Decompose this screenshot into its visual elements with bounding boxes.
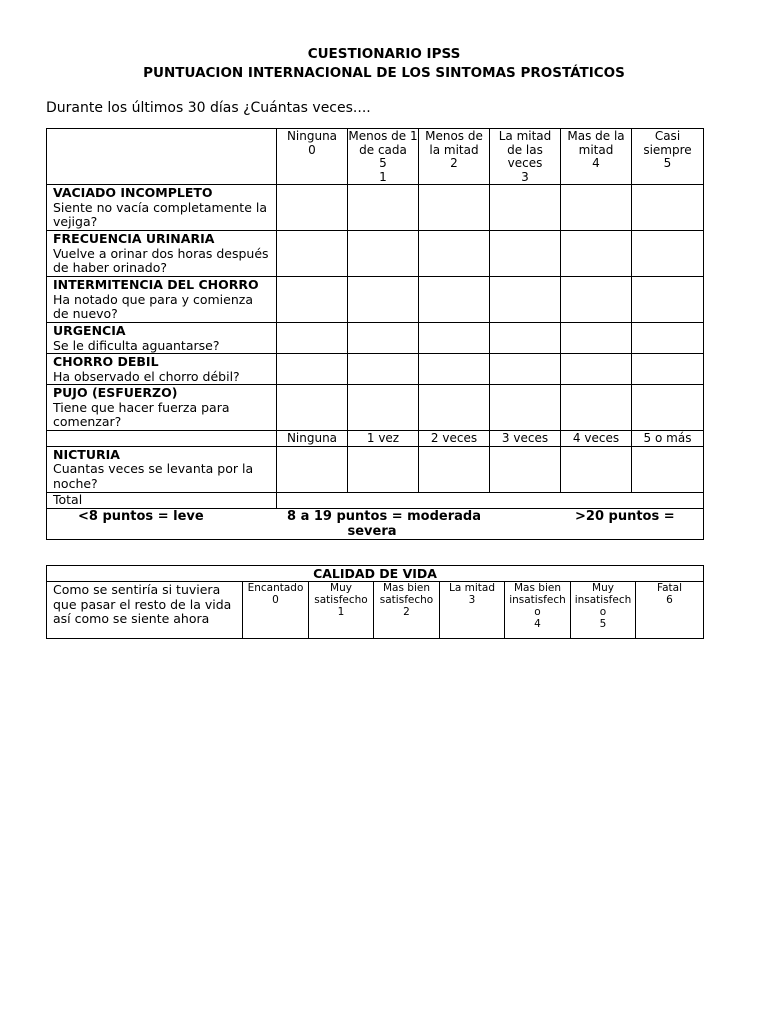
qol-option[interactable] <box>243 582 309 639</box>
question-cell <box>47 385 277 431</box>
question-cell <box>47 446 277 492</box>
header-label: La mitad de las veces <box>498 129 552 170</box>
question-cell <box>47 231 277 277</box>
question-row <box>47 277 704 323</box>
ipss-table <box>46 128 704 540</box>
header-label: Menos de la mitad <box>425 129 483 157</box>
total-label: Total <box>47 492 277 508</box>
answer-cell[interactable] <box>561 446 632 492</box>
qol-option[interactable] <box>505 582 571 639</box>
answer-cell[interactable] <box>490 385 561 431</box>
document-subtitle: PUNTUACION INTERNACIONAL DE LOS SINTOMAS PROSTÁTICOS <box>143 65 625 81</box>
answer-cell[interactable] <box>419 231 490 277</box>
answer-cell[interactable] <box>348 323 419 354</box>
answer-cell[interactable] <box>490 323 561 354</box>
nocturia-header: 1 vez <box>348 430 419 446</box>
score-severa-continuation: severa <box>347 523 397 539</box>
question-title: VACIADO INCOMPLETO <box>53 185 213 200</box>
header-blank <box>47 430 277 446</box>
header-cell <box>561 129 632 185</box>
header-value: 5 <box>663 156 672 170</box>
header-label: Mas de la mitad <box>567 129 625 157</box>
nocturia-header: 4 veces <box>561 430 632 446</box>
nocturia-header: 2 veces <box>419 430 490 446</box>
qol-option-value: 2 <box>403 606 410 618</box>
answer-cell[interactable] <box>419 385 490 431</box>
answer-cell[interactable] <box>419 277 490 323</box>
header-blank <box>47 129 277 185</box>
qol-option-value: 3 <box>468 594 476 606</box>
question-row <box>47 185 704 231</box>
question-text: Cuantas veces se levanta por la noche? <box>53 461 254 491</box>
question-title: CHORRO DEBIL <box>53 354 159 369</box>
question-text: Se le dificulta aguantarse? <box>53 337 220 353</box>
qol-option-value: 0 <box>272 594 279 606</box>
question-cell <box>47 277 277 323</box>
question-cell <box>47 185 277 231</box>
qol-option-label: Fatal <box>657 582 682 594</box>
qol-title-row <box>47 566 704 582</box>
header-value: 2 <box>450 156 458 170</box>
score-severa: >20 puntos = <box>575 508 675 524</box>
question-title: INTERMITENCIA DEL CHORRO <box>53 277 259 292</box>
answer-cell[interactable] <box>277 277 348 323</box>
header-value: 4 <box>592 156 600 170</box>
nocturia-header: 3 veces <box>490 430 561 446</box>
header-cell <box>419 129 490 185</box>
answer-cell[interactable] <box>348 231 419 277</box>
qol-option[interactable] <box>374 582 440 639</box>
qol-option[interactable] <box>440 582 505 639</box>
question-row <box>47 231 704 277</box>
qol-option-label: Muy insatisfech o <box>574 582 632 618</box>
score-leve: <8 puntos = leve <box>78 508 204 524</box>
header-label: Ninguna <box>286 129 338 143</box>
header-cell <box>277 129 348 185</box>
qol-title: CALIDAD DE VIDA <box>47 566 704 582</box>
nocturia-header-row <box>47 430 704 446</box>
answer-cell[interactable] <box>632 385 704 431</box>
answer-cell[interactable] <box>277 446 348 492</box>
answer-cell[interactable] <box>490 277 561 323</box>
question-text: Siente no vacía completamente la vejiga? <box>53 199 268 229</box>
answer-cell[interactable] <box>277 231 348 277</box>
question-row <box>47 354 704 385</box>
header-cell <box>348 129 419 185</box>
score-moderada <box>287 508 481 539</box>
score-row <box>47 508 704 539</box>
answer-cell[interactable] <box>419 323 490 354</box>
answer-cell[interactable] <box>348 354 419 385</box>
question-text: Ha notado que para y comienza de nuevo? <box>53 291 253 321</box>
nocturia-header: 5 o más <box>632 430 704 446</box>
qol-question: Como se sentiría si tuviera que pasar el resto de la vida así como se siente ahora <box>47 582 243 639</box>
score-legend <box>47 508 704 539</box>
qol-option-value: 6 <box>666 594 673 606</box>
answer-cell[interactable] <box>561 385 632 431</box>
qol-option-label: La mitad <box>449 582 495 594</box>
question-title: PUJO (ESFUERZO) <box>53 385 178 400</box>
qol-option-label: Muy satisfecho <box>314 582 368 606</box>
answer-cell[interactable] <box>632 446 704 492</box>
answer-cell[interactable] <box>348 385 419 431</box>
question-row <box>47 323 704 354</box>
header-label: Casi siempre <box>643 129 692 157</box>
answer-cell[interactable] <box>561 323 632 354</box>
answer-cell[interactable] <box>348 277 419 323</box>
answer-cell[interactable] <box>632 277 704 323</box>
answer-cell[interactable] <box>277 185 348 231</box>
header-value: 5 1 <box>379 156 387 184</box>
answer-cell[interactable] <box>277 354 348 385</box>
answer-cell[interactable] <box>561 231 632 277</box>
qol-option[interactable] <box>309 582 374 639</box>
question-row <box>47 385 704 431</box>
answer-cell[interactable] <box>490 231 561 277</box>
qol-option-label: Mas bien insatisfech o <box>509 582 566 618</box>
nocturia-header: Ninguna <box>277 430 348 446</box>
qol-option-value: 1 <box>337 606 345 618</box>
answer-cell[interactable] <box>348 185 419 231</box>
question-cell <box>47 323 277 354</box>
answer-cell[interactable] <box>632 185 704 231</box>
total-value-cell[interactable] <box>277 492 704 508</box>
qol-option-value: 4 <box>534 618 541 630</box>
answer-cell[interactable] <box>419 354 490 385</box>
answer-cell[interactable] <box>490 446 561 492</box>
answer-cell[interactable] <box>419 446 490 492</box>
answer-cell[interactable] <box>561 277 632 323</box>
qol-option-label: Mas bien satisfecho <box>379 582 434 606</box>
qol-row <box>47 582 704 639</box>
header-value: 0 <box>308 142 316 157</box>
answer-cell[interactable] <box>561 354 632 385</box>
question-title: FRECUENCIA URINARIA <box>53 231 215 246</box>
document-title: CUESTIONARIO IPSS <box>307 46 461 62</box>
score-moderada-text: 8 a 19 puntos = moderada <box>287 508 481 524</box>
question-title: URGENCIA <box>53 323 126 338</box>
qol-option-value: 5 <box>599 618 607 630</box>
qol-option-label: Encantado <box>247 582 304 594</box>
answer-cell[interactable] <box>419 185 490 231</box>
question-cell <box>47 354 277 385</box>
answer-cell[interactable] <box>632 354 704 385</box>
header-cell <box>632 129 704 185</box>
intro-text: Durante los últimos 30 días ¿Cuántas veces.... <box>46 100 371 116</box>
header-label: Menos de 1 de cada <box>348 129 418 157</box>
answer-cell[interactable] <box>561 185 632 231</box>
answer-cell[interactable] <box>348 446 419 492</box>
answer-cell[interactable] <box>277 323 348 354</box>
answer-cell[interactable] <box>632 231 704 277</box>
answer-cell[interactable] <box>277 385 348 431</box>
quality-of-life-table <box>46 565 704 639</box>
qol-option[interactable] <box>571 582 636 639</box>
question-title: NICTURIA <box>53 446 120 462</box>
question-text: Tiene que hacer fuerza para comenzar? <box>53 399 230 429</box>
question-text: Vuelve a orinar dos horas después de haber orinado? <box>53 245 269 275</box>
total-row <box>47 492 704 508</box>
question-text: Ha observado el chorro débil? <box>53 368 240 384</box>
answer-cell[interactable] <box>490 185 561 231</box>
answer-cell[interactable] <box>632 323 704 354</box>
header-cell <box>490 129 561 185</box>
header-row <box>47 129 704 185</box>
question-row <box>47 446 704 492</box>
header-value: 3 <box>521 169 529 184</box>
qol-option[interactable] <box>636 582 704 639</box>
answer-cell[interactable] <box>490 354 561 385</box>
